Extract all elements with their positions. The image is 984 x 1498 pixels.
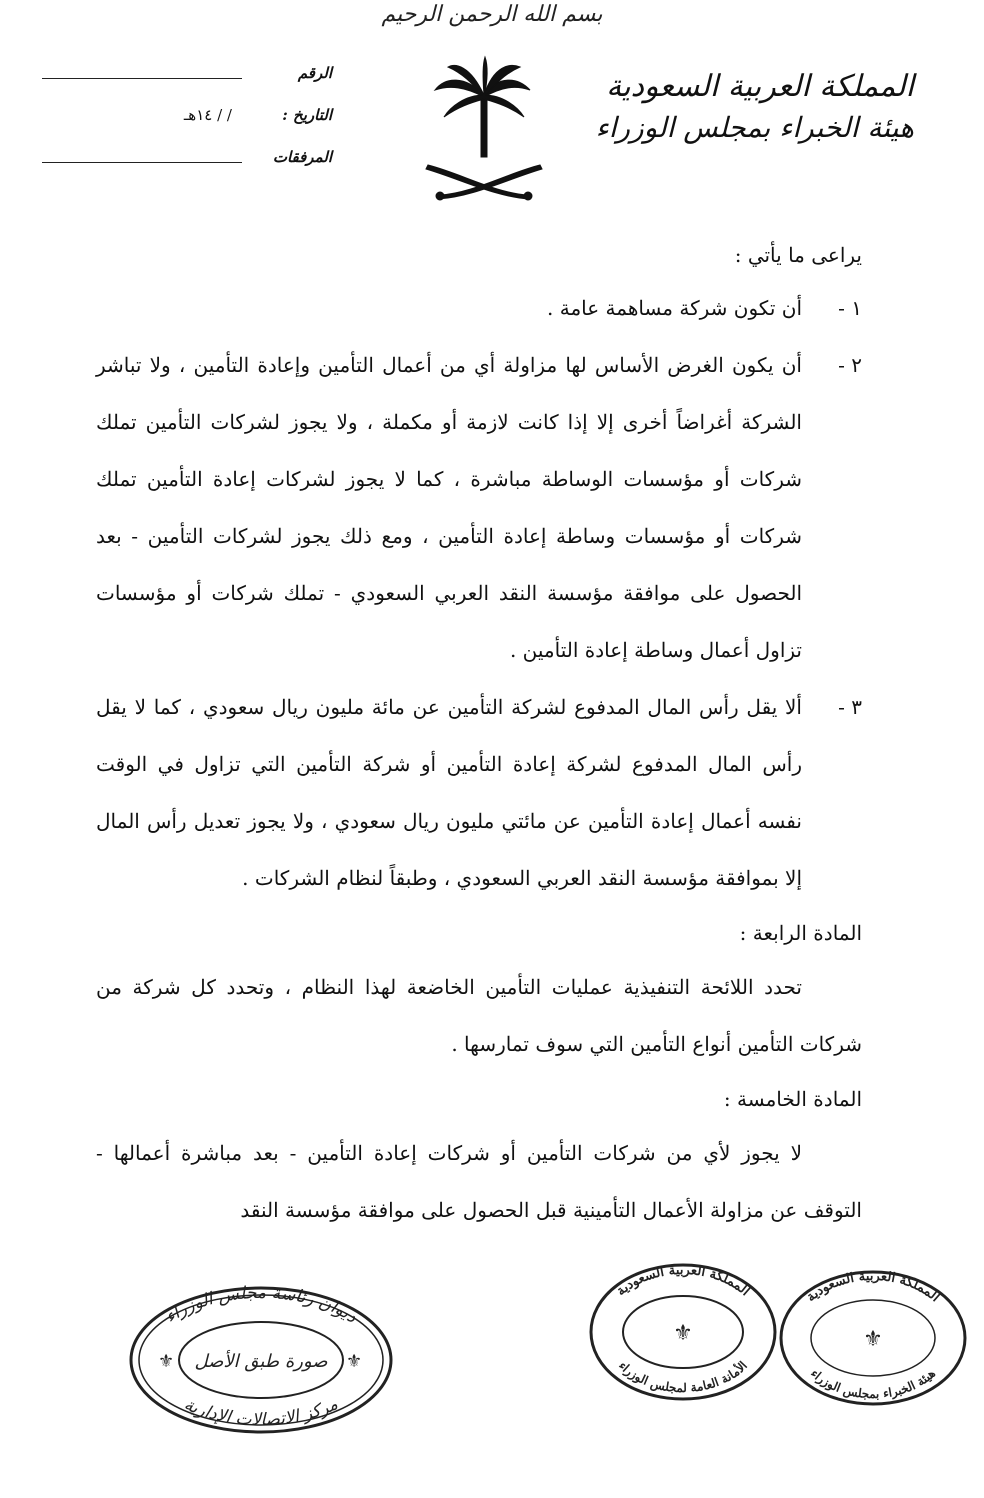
article-4-text: تحدد اللائحة التنفيذية عمليات التأمين الخاضعة لهذا النظام ، وتحدد كل شركة من شركات التأمين أنواع التأمين التي سوف تمارسها . — [96, 975, 862, 1056]
svg-text:المملكة العربية السعودية — [614, 1263, 753, 1299]
article-5-heading: المادة الخامسة : — [723, 1087, 862, 1111]
stamp-top-text: ديوان رئاسة مجلس الوزراء — [161, 1285, 361, 1328]
attachments-label: المرفقات — [272, 148, 332, 166]
emblem-icon: ⚜ — [673, 1321, 693, 1346]
document-meta — [42, 58, 332, 184]
experts-commission-stamp — [778, 1268, 968, 1408]
list-item — [96, 679, 862, 907]
basmala: بسم الله الرحمن الرحيم — [381, 2, 603, 27]
intro-text: يراعى ما يأتي : — [734, 243, 862, 267]
stamp-top-text: المملكة العربية السعودية — [803, 1268, 943, 1306]
reference-row — [42, 58, 332, 100]
stamp-bottom-text: هيئة الخبراء بمجلس الوزراء — [807, 1366, 939, 1402]
item-text: أن تكون شركة مساهمة عامة . — [547, 296, 802, 320]
emblem-icon: ⚜ — [158, 1351, 175, 1372]
stamp-bottom-text: مركز الاتصالات الإدارية — [180, 1394, 342, 1431]
emblem-icon: ⚜ — [863, 1327, 883, 1352]
attachments-row — [42, 142, 332, 184]
stamp-top-text: المملكة العربية السعودية — [613, 1262, 753, 1300]
council-presidency-stamp — [128, 1285, 394, 1435]
list-item — [96, 337, 862, 679]
authority-name: هيئة الخبراء بمجلس الوزراء — [595, 110, 914, 144]
kingdom-name: المملكة العربية السعودية — [606, 69, 914, 104]
item-number: ٣ - — [838, 695, 862, 719]
document-body — [96, 230, 862, 1239]
article-5-text: لا يجوز لأي من شركات التأمين أو شركات إعادة التأمين - بعد مباشرة أعمالها - التوقف عن مزاولة الأعمال التأمينية قبل الحصول على موافقة مؤسسة النقد — [96, 1141, 862, 1222]
article-4-heading: المادة الرابعة : — [739, 921, 862, 945]
cabinet-secretariat-stamp — [588, 1262, 778, 1402]
item-text: ألا يقل رأس المال المدفوع لشركة التأمين عن مائة مليون ريال سعودي ، كما لا يقل رأس المال المدفوع لشركة إعادة التأمين أو شركة التأمين التي تزاول في الوقت نفسه أعمال إعادة التأمين عن مائتي مليون ريال سعودي ، ولا يجوز تعديل رأس المال إلا بموافقة مؤسسة النقد العربي السعودي ، وطبقاً لنظام الشركات . — [96, 695, 802, 890]
saudi-emblem-icon — [410, 55, 560, 205]
date-row — [42, 100, 332, 142]
item-text: أن يكون الغرض الأساس لها مزاولة أي من أعمال التأمين وإعادة التأمين ، ولا تباشر الشركة أغراضاً أخرى إلا إذا كانت لازمة أو مكملة ، ولا يجوز لشركات التأمين تملك شركات أو مؤسسات الوساطة مباشرة ، كما لا يجوز لشركات إعادة التأمين تملك شركات أو مؤسسات وساطة إعادة التأمين ، ومع ذلك يجوز لشركات التأمين - بعد الحصول على موافقة مؤسسة النقد العربي السعودي - تملك شركات أو مؤسسات تزاول أعمال وساطة إعادة التأمين . — [96, 353, 803, 662]
date-label: التاريخ : — [282, 106, 332, 124]
attachments-line — [42, 162, 242, 163]
reference-line — [42, 78, 242, 79]
item-number: ٢ - — [838, 353, 862, 377]
emblem-icon: ⚜ — [346, 1351, 363, 1372]
list-item — [96, 280, 862, 337]
stamp-bottom-text: الأمانة العامة لمجلس الوزراء — [615, 1358, 751, 1396]
reference-label: الرقم — [297, 64, 332, 82]
item-number: ١ - — [838, 296, 862, 320]
date-value: / / ١٤هـ — [183, 106, 232, 124]
letterhead-title — [596, 68, 914, 145]
stamp-center-text: صورة طبق الأصل — [194, 1351, 328, 1372]
